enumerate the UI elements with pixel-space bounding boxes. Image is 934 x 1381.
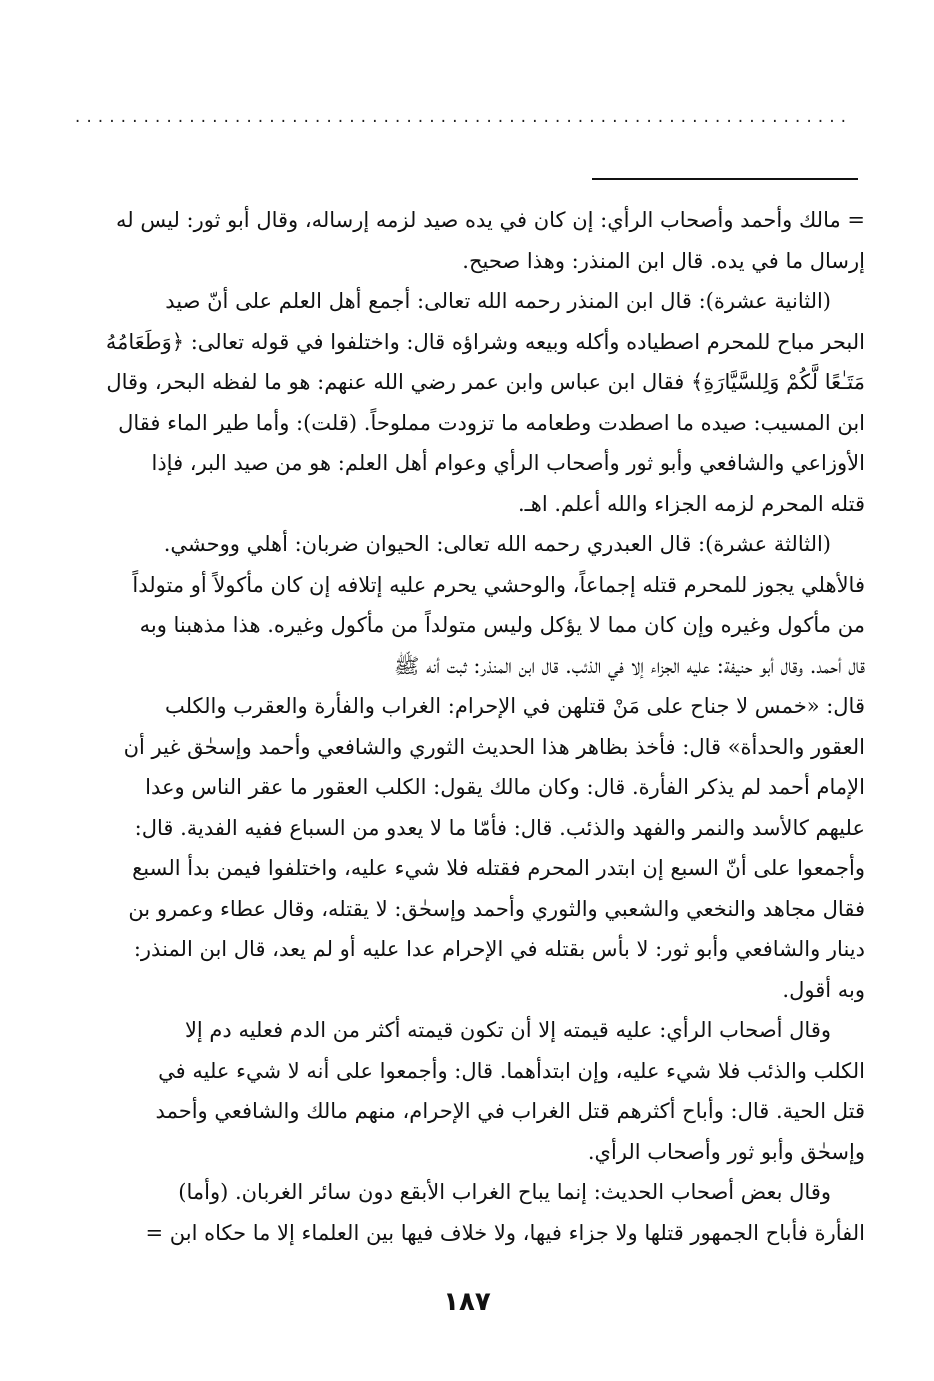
top-dotted-separator: .................................................................... xyxy=(73,110,851,126)
text-line: ابن المسيب: صيده ما اصطدت وطعامه ما تزودت مملوحاً. (قلت): وأما طير الماء فقال xyxy=(118,410,865,435)
text-line: مَتَـٰعًا لَّكُمْ وَلِلسَّيَّارَةِ﴾ فقال ابن عباس وابن عمر رضي الله عنهم: هو ما لفظه البحر، وقال xyxy=(106,370,865,394)
text-line: إرسال ما في يده. قال ابن المنذر: وهذا صحيح. xyxy=(462,248,865,273)
text-line: الأوزاعي والشافعي وأبو ثور وأصحاب الرأي وعوام أهل العلم: هو من صيد البر، فإذا xyxy=(151,451,865,475)
text-line: الكلب والذئب فلا شيء عليه، وإن ابتدأهما. قال: وأجمعوا على أنه لا شيء عليه في xyxy=(158,1058,865,1083)
text-line: فالأهلي يجوز للمحرم قتله إجماعاً، والوحشي يحرم عليه إتلافه إن كان مأكولاً أو متولداً xyxy=(132,572,865,597)
text-line: الفأرة فأباح الجمهور قتلها ولا جزاء فيها، ولا خلاف فيها بين العلماء إلا ما حكاه ابن = xyxy=(145,1220,865,1245)
text-line: وقال بعض أصحاب الحديث: إنما يباح الغراب الأبقع دون سائر الغربان. (وأما) xyxy=(178,1180,831,1204)
text-line: قال: «خمس لا جناح على مَنْ قتلهن في الإحرام: الغراب والفأرة والعقرب والكلب xyxy=(164,694,865,718)
text-line: عليهم كالأسد والنمر والفهد والذئب. قال: فأمّا ما لا يعدو من السباع ففيه الفدية. قال: xyxy=(134,815,865,840)
text-line: = مالك وأحمد وأصحاب الرأي: إن كان في يده صيد لزمه إرساله، وقال أبو ثور: ليس له xyxy=(116,208,865,232)
text-line: من مأكول وغيره وإن كان مما لا يؤكل وليس متولداً من مأكول وغيره. هذا مذهبنا وبه xyxy=(139,613,865,637)
text-line: قال أحمد. وقال أبو حنيفة: عليه الجزاء إلا في الذئب. قال ابن المنذر: ثبت أنه ﷺ xyxy=(394,653,865,678)
text-line: فقال مجاهد والنخعي والشعبي والثوري وأحمد وإسحٰق: لا يقتله، وقال عطاء وعمرو بن xyxy=(128,896,865,921)
text-line: الإمام أحمد لم يذكر الفأرة. قال: وكان مالك يقول: الكلب العقور ما عقر الناس وعدا xyxy=(145,775,865,799)
text-line: العقور والحدأة» قال: فأخذ بظاهر هذا الحديث الثوري والشافعي وأحمد وإسحٰق غير أن xyxy=(123,734,865,759)
text-line: وأجمعوا على أنّ السبع إن ابتدر المحرم فقتله فلا شيء عليه، واختلفوا فيمن بدأ السبع xyxy=(132,856,865,880)
page-number: ١٨٧ xyxy=(443,1287,491,1317)
text-line: وبه أقول. xyxy=(782,977,865,1002)
text-line: قتل الحية. قال: وأباح أكثرهم قتل الغراب في الإحرام، منهم مالك والشافعي وأحمد xyxy=(155,1099,865,1123)
text-line: وقال أصحاب الرأي: عليه قيمته إلا أن تكون قيمته أكثر من الدم فعليه دم إلا xyxy=(184,1018,831,1042)
text-line: وإسحٰق وأبو ثور وأصحاب الرأي. xyxy=(587,1139,865,1164)
footnote-rule xyxy=(592,178,858,180)
text-line: قتله المحرم لزمه الجزاء والله أعلم. اهـ. xyxy=(517,491,865,516)
text-line: البحر مباح للمحرم اصطياده وأكله وبيعه وشراؤه قال: واختلفوا في قوله تعالى: ﴿وَطَعَامُهُ xyxy=(105,329,865,354)
text-line: (الثانية عشرة): قال ابن المنذر رحمه الله تعالى: أجمع أهل العلم على أنّ صيد xyxy=(165,289,831,313)
text-line: دينار والشافعي وأبو ثور: لا بأس بقتله في الإحرام عدا عليه أو لم يعد، قال ابن المنذر: xyxy=(133,937,865,961)
text-line: (الثالثة عشرة): قال العبدري رحمه الله تعالى: الحيوان ضربان: أهلي ووحشي. xyxy=(163,532,831,556)
page-body-text xyxy=(70,200,865,1253)
